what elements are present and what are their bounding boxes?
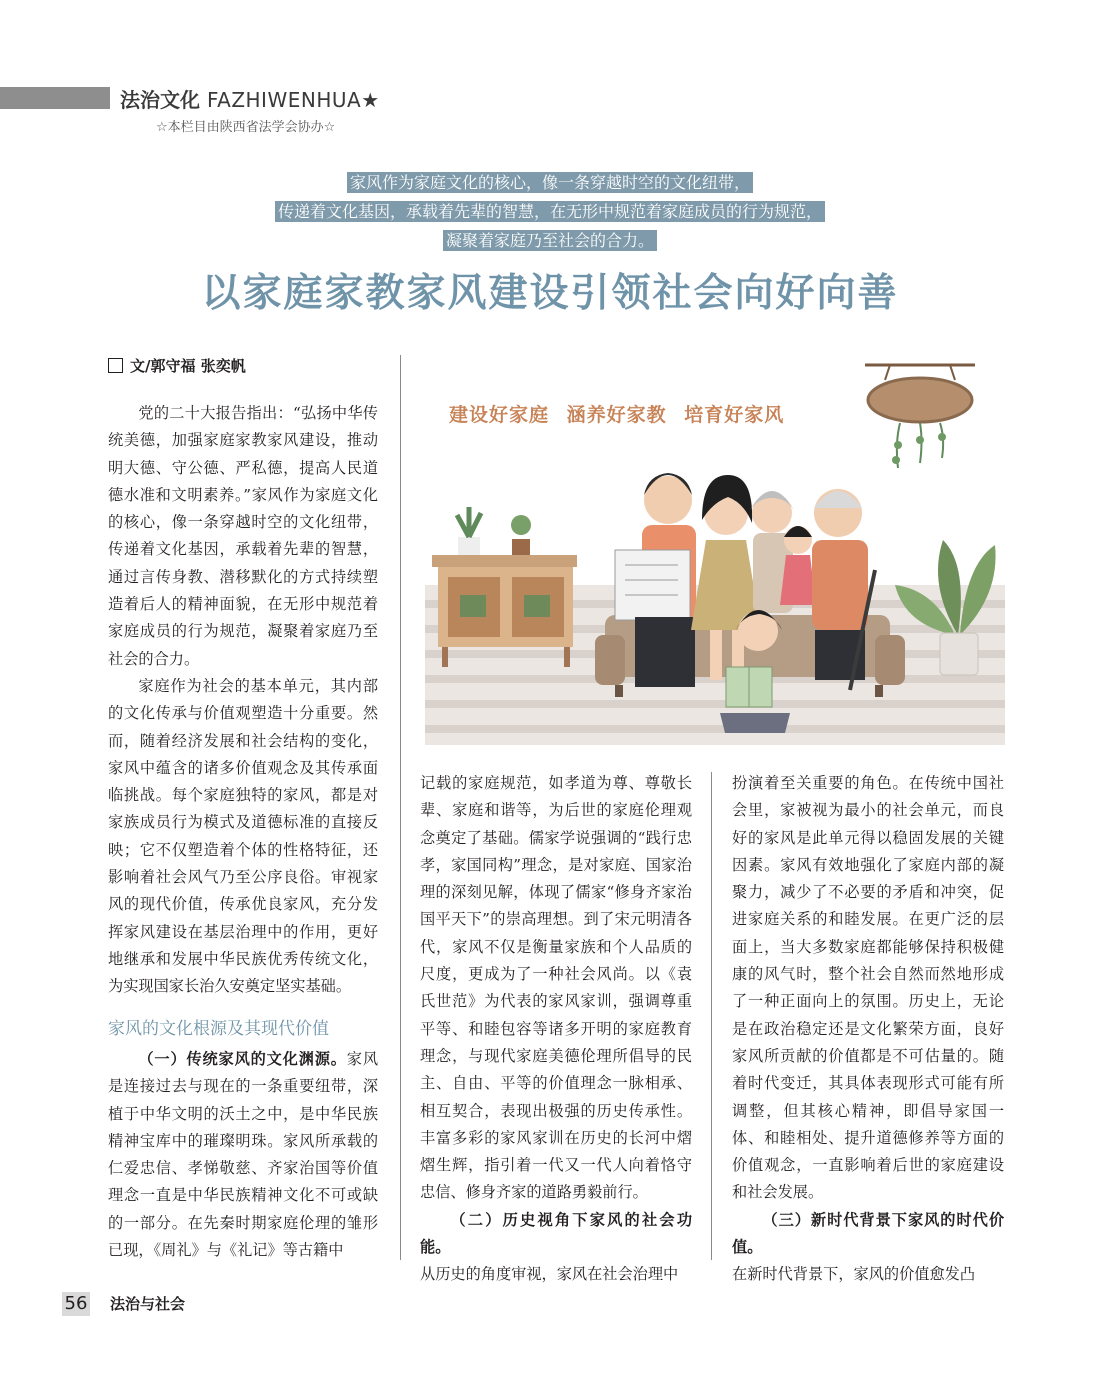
column-rule-2 bbox=[711, 772, 712, 1260]
illustration-slogan: 建设好家庭 涵养好家教 培育好家风 bbox=[449, 404, 785, 426]
lede-line-1: 家风作为家庭文化的核心，像一条穿越时空的文化纽带， bbox=[0, 170, 1100, 193]
column-latin: FAZHIWENHUA★ bbox=[206, 88, 380, 112]
byline-box-icon bbox=[108, 358, 123, 373]
subheading-2: （二）历史视角下家风的社会功能。 bbox=[420, 1210, 692, 1257]
hanging-plaque-icon bbox=[865, 365, 975, 468]
author-names: 文/郭守福 张奕帆 bbox=[130, 357, 246, 375]
page-number: 56 bbox=[62, 1292, 90, 1316]
paragraph-7: 在新时代背景下，家风的价值愈发凸 bbox=[732, 1265, 975, 1284]
column-1 bbox=[108, 400, 378, 1001]
column-2 bbox=[420, 770, 692, 1289]
toddler-figure-icon bbox=[780, 526, 816, 605]
lede-line-2: 传递着文化基因，承载着先辈的智慧，在无形中规范着家庭成员的行为规范， bbox=[0, 199, 1100, 222]
subheading-1: （一）传统家风的文化渊源。 bbox=[138, 1050, 347, 1068]
column-title bbox=[120, 84, 380, 113]
journal-name: 法治与社会 bbox=[110, 1295, 186, 1313]
subheading-3: （三）新时代背景下家风的时代价值。 bbox=[732, 1210, 1004, 1257]
lede-line-3: 凝聚着家庭乃至社会的合力。 bbox=[0, 228, 1100, 251]
paragraph-4: 记载的家庭规范，如孝道为尊、尊敬长辈、家庭和谐等，为后世的家庭伦理观念奠定了基础。儒家学说强调的“践行忠孝，家国同构”理念，是对家庭、国家治理的深刻见解，体现了儒家“修身齐家治国平天下”的崇高理想。到了宋元明清各代，家风不仅是衡量家族和个人品质的尺度，更成为了一种社会风尚。以《袁氏世范》为代表的家风家训，强调尊重平等、和睦包容等诸多开明的家庭教育理念，与现代家庭美德伦理所倡导的民主、自由、平等的价值理念一脉相承、相互契合，表现出极强的历史传承性。丰富多彩的家风家训在历史的长河中熠熠生辉，指引着一代又一代人向着恪守忠信、修身齐家的道路勇毅前行。 bbox=[420, 774, 692, 1202]
column-note: ☆本栏目由陕西省法学会协办☆ bbox=[156, 120, 336, 135]
column-3 bbox=[732, 770, 1004, 1289]
column-name: 法治文化 bbox=[120, 88, 200, 112]
column-1-continued bbox=[108, 1046, 378, 1264]
potted-plant-icon bbox=[457, 507, 531, 555]
section-heading: 家风的文化根源及其现代价值 bbox=[108, 1019, 329, 1039]
paragraph-2: 家庭作为社会的基本单元，其内部的文化传承与价值观塑造十分重要。然而，随着经济发展和社会结构的变化，家风中蕴含的诸多价值观念及其传承面临挑战。每个家庭独特的家风，都是对家族成员行为模式及道德标准的直接反映；它不仅塑造着个体的性格特征，还影响着社会风气乃至公序良俗。审视家风的现代价值，传承优良家风，充分发挥家风建设在基层治理中的作用，更好地继承和发展中华民族优秀传统文化，为实现国家长治久安奠定坚实基础。 bbox=[108, 676, 378, 996]
paragraph-5: 从历史的角度审视，家风在社会治理中 bbox=[420, 1265, 679, 1284]
header-bar bbox=[0, 87, 110, 109]
byline bbox=[108, 355, 246, 376]
column-rule-1 bbox=[400, 355, 401, 1260]
paragraph-1: 党的二十大报告指出：“弘扬中华传统美德，加强家庭家教家风建设，推动明大德、守公德、严私德，提高人民道德水准和文明素养。”家风作为家庭文化的核心，像一条穿越时空的文化纽带，传递着文化基因，承载着先辈的智慧，通过言传身教、潜移默化的方式持续塑造着后人的精神面貌，在无形中规范着家庭成员的行为规范，凝聚着家庭乃至社会的合力。 bbox=[108, 404, 378, 668]
paragraph-6: 扮演着至关重要的角色。在传统中国社会里，家被视为最小的社会单元，而良好的家风是此单元得以稳固发展的关键因素。家风有效地强化了家庭内部的凝聚力，减少了不必要的矛盾和冲突，促进家庭关系的和睦发展。在更广泛的层面上，当大多数家庭都能够保持积极健康的风气时，整个社会自然而然地形成了一种正面向上的氛围。历史上，无论是在政治稳定还是文化繁荣方面，良好家风所贡献的价值都是不可估量的。随着时代变迁，其具体表现形式可能有所调整，但其核心精神，即倡导家国一体、和睦相处、提升道德修养等方面的价值观念，一直影响着后世的家庭建设和社会发展。 bbox=[732, 774, 1004, 1202]
paragraph-3: （一）传统家风的文化渊源。家风是连接过去与现在的一条重要纽带，深植于中华文明的沃土之中，是中华民族精神宝库中的璀璨明珠。家风所承载的仁爱忠信、孝悌敬慈、齐家治国等价值理念一直是中华民族精神文化不可或缺的一部分。在先秦时期家庭伦理的雏形已现，《周礼》与《礼记》等古籍中 bbox=[108, 1050, 379, 1260]
article-title: 以家庭家教家风建设引领社会向好向善 bbox=[201, 271, 899, 316]
